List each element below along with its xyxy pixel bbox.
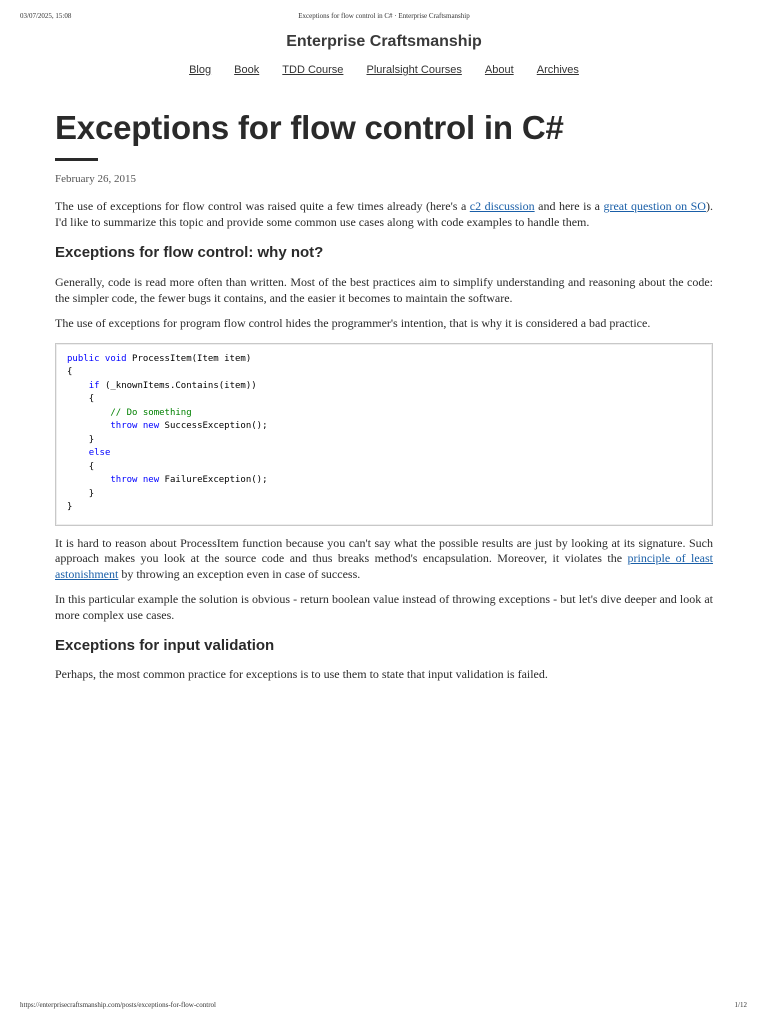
intro-paragraph bbox=[55, 199, 713, 230]
code-text: (_knownItems.Contains(item)) bbox=[99, 380, 257, 391]
nav-item-book[interactable]: Book bbox=[234, 64, 260, 76]
post-title: Exceptions for flow control in C# bbox=[55, 109, 564, 146]
code-comment: // Do something bbox=[110, 407, 192, 418]
section-heading-input-validation: Exceptions for input validation bbox=[55, 637, 275, 654]
code-block bbox=[55, 343, 713, 526]
paragraph-obvious-solution: In this particular example the solution is obvious - return boolean value instead of throwing exceptions - but let's dive deeper and look at more complex use cases. bbox=[55, 592, 713, 622]
paragraph-readability: Generally, code is read more often than written. Most of the best practices aim to simplify understanding and reasoning about the code: the simpler code, the fewer bugs it contains, and the easier it becomes to maintain the software. bbox=[55, 275, 713, 305]
code-text: FailureException(); bbox=[159, 475, 268, 485]
code-text: SuccessException(); bbox=[159, 421, 268, 431]
c2-discussion-link[interactable]: c2 discussion bbox=[469, 199, 535, 213]
post-date: February 26, 2015 bbox=[55, 173, 136, 185]
title-underline-rule bbox=[55, 158, 98, 161]
nav-item-tdd-course[interactable]: TDD Course bbox=[282, 64, 344, 76]
print-page-number: 1/12 bbox=[734, 1001, 747, 1009]
code-keyword: else bbox=[88, 448, 111, 458]
intro-text-1: The use of exceptions for flow control was raised quite a few times already (here's a bbox=[55, 199, 470, 213]
site-title-link[interactable]: Enterprise Craftsmanship bbox=[286, 33, 482, 50]
print-header bbox=[0, 12, 768, 24]
nav-item-about[interactable]: About bbox=[484, 64, 514, 76]
code-keyword: public void bbox=[67, 353, 127, 364]
code-keyword: throw new bbox=[110, 421, 160, 431]
code-keyword: if bbox=[88, 380, 100, 391]
print-document-title: Exceptions for flow control in C# · Enterprise Craftsmanship bbox=[298, 12, 470, 20]
code-text: { bbox=[67, 367, 73, 377]
print-url: https://enterprisecraftsmanship.com/posts/exceptions-for-flow-control bbox=[20, 1001, 217, 1009]
intro-text-2: and here is a bbox=[534, 199, 604, 213]
main-nav bbox=[0, 64, 768, 76]
code-text: { bbox=[88, 461, 95, 472]
print-datetime: 03/07/2025, 15:08 bbox=[20, 12, 72, 20]
code-text: } bbox=[88, 488, 95, 499]
encapsulation-text-1: It is hard to reason about ProcessItem function because you can't say what the possible results are just by looking at its signature. Such approach makes you look at the source code and thus breaks method's encapsulation. Moreover, it violates the bbox=[55, 535, 713, 565]
code-keyword: throw new bbox=[110, 475, 160, 485]
nav-item-pluralsight-courses[interactable]: Pluralsight Courses bbox=[366, 64, 462, 76]
intro-text-3: ). I'd like to summarize this topic and provide some common use cases along with code examples to handle them. bbox=[55, 199, 713, 229]
code-text: } bbox=[67, 502, 73, 512]
section-heading-why-not: Exceptions for flow control: why not? bbox=[55, 244, 324, 261]
post-content bbox=[55, 108, 713, 683]
code-text: ProcessItem(Item item) bbox=[126, 353, 252, 364]
paragraph-bad-practice: The use of exceptions for program flow control hides the programmer's intention, that is why it is considered a bad practice. bbox=[55, 316, 651, 330]
nav-item-archives[interactable]: Archives bbox=[536, 64, 579, 76]
encapsulation-text-2: by throwing an exception even in case of success. bbox=[118, 566, 361, 581]
print-footer bbox=[0, 1001, 768, 1013]
least-astonishment-link[interactable]: principle of least astonishment bbox=[55, 551, 713, 581]
paragraph-encapsulation bbox=[55, 536, 713, 583]
so-question-link[interactable]: great question on SO bbox=[603, 199, 706, 213]
code-text: } bbox=[88, 434, 95, 445]
nav-item-blog[interactable]: Blog bbox=[189, 64, 212, 76]
code-text: { bbox=[88, 394, 95, 404]
paragraph-input-validation: Perhaps, the most common practice for exceptions is to use them to state that input validation is failed. bbox=[55, 667, 548, 681]
